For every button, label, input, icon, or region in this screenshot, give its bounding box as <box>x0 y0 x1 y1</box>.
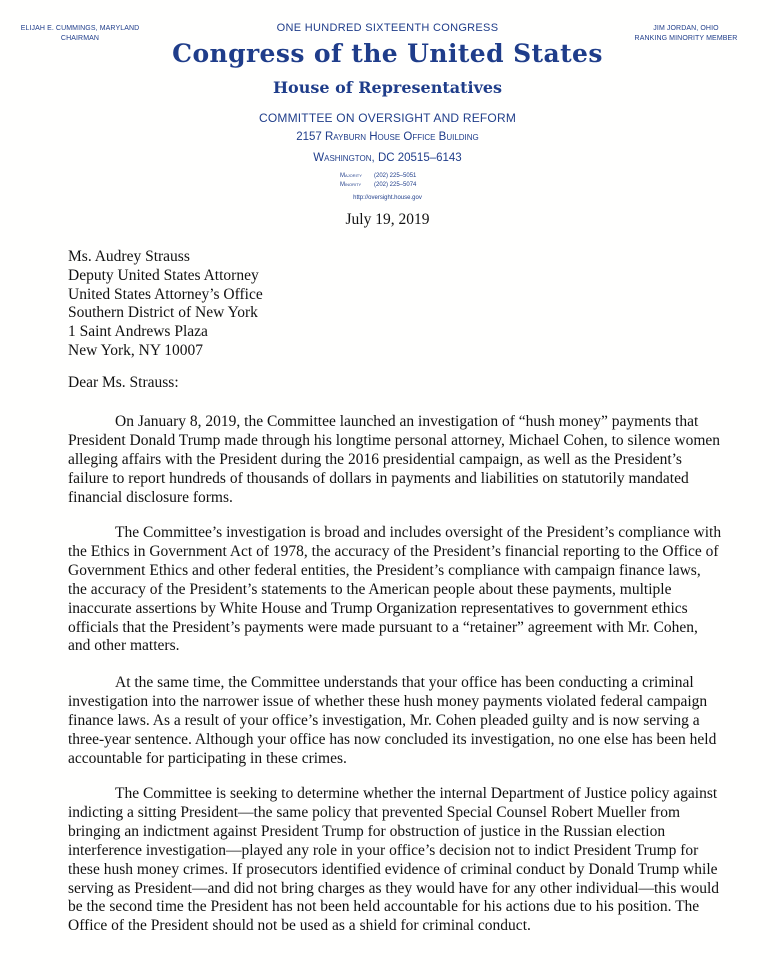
chairman-title: CHAIRMAN <box>60 35 100 42</box>
majority-label: Majority <box>340 173 362 179</box>
committee-address: 2157 Rayburn House Office Building <box>296 131 479 143</box>
body-paragraph: The Committee’s investigation is broad and includes oversight of the President’s compliance with the Ethics in Government Act of 1978, the accuracy of the President’s financial reporting to the Office of Government Ethics and other federal entities, the President’s compliance with campaign finance laws, the accuracy of the President’s statements to the American people about these payments, multiple inaccurate assertions by White House and Trump Organization representatives to government ethics officials that the President’s payments were made pursuant to a “retainer” agreement with Mr. Cohen, and other matters. <box>68 524 722 655</box>
recipient-address <box>68 248 263 361</box>
website-url: http://oversight.house.gov <box>353 195 422 201</box>
recipient-line: New York, NY 10007 <box>68 341 204 359</box>
recipient-line: Deputy United States Attorney <box>68 266 259 284</box>
phone-block <box>340 172 460 190</box>
body-paragraph: At the same time, the Committee understands that your office has been conducting a criminal investigation into the narrower issue of whether these hush money payments violated federal campaign finance laws. As a result of your office’s investigation, Mr. Cohen pleaded guilty and is now serving a three-year sentence. Although your office has now concluded its investigation, no one else has been held accountable for participating in these crimes. <box>68 674 717 767</box>
majority-phone: (202) 225–5051 <box>374 173 417 179</box>
salutation: Dear Ms. Strauss: <box>68 374 179 391</box>
chairman-name: ELIJAH E. CUMMINGS, MARYLAND <box>20 25 140 32</box>
body-paragraph: On January 8, 2019, the Committee launched an investigation of “hush money” payments that President Donald Trump made through his longtime personal attorney, Michael Cohen, to silence women alleging affairs with the President during the 2016 presidential campaign, as well as the President’s failure to report hundreds of thousands of dollars in payments and liabilities on statutorily mandated financial disclosure forms. <box>68 413 721 506</box>
letter-date: July 19, 2019 <box>345 211 430 228</box>
minority-phone: (202) 225–5074 <box>374 182 417 188</box>
committee-city: Washington, DC 20515–6143 <box>313 152 462 164</box>
recipient-line: Southern District of New York <box>68 304 258 322</box>
committee-name: COMMITTEE ON OVERSIGHT AND REFORM <box>258 111 517 125</box>
recipient-line: 1 Saint Andrews Plaza <box>68 323 208 341</box>
congress-number: ONE HUNDRED SIXTEENTH CONGRESS <box>276 22 499 34</box>
letterhead-title: Congress of the United States <box>172 39 603 68</box>
recipient-line: United States Attorney’s Office <box>68 285 263 303</box>
body-paragraph: The Committee is seeking to determine whether the internal Department of Justice policy against indicting a sitting President—the same policy that prevented Special Counsel Robert Mueller from bringing an indictment against President Trump for obstruction of justice in the Russian election interference investigation—played any role in your office’s decision not to indict President Trump for these hush money crimes. If prosecutors identified evidence of criminal conduct by Donald Trump while serving as President—and did not bring charges as they would have for any other individual—this would be the second time the President has not been held accountable for his actions due to his position. The Office of the President should not be used as a shield for criminal conduct. <box>68 785 720 935</box>
recipient-line: Ms. Audrey Strauss <box>68 248 190 265</box>
letterhead-house: House of Representatives <box>272 78 503 97</box>
ranking-member-block <box>611 24 761 44</box>
ranking-member-name: JIM JORDAN, OHIO <box>653 25 719 32</box>
minority-label: Minority <box>340 182 362 188</box>
ranking-member-title: RANKING MINORITY MEMBER <box>634 35 738 42</box>
